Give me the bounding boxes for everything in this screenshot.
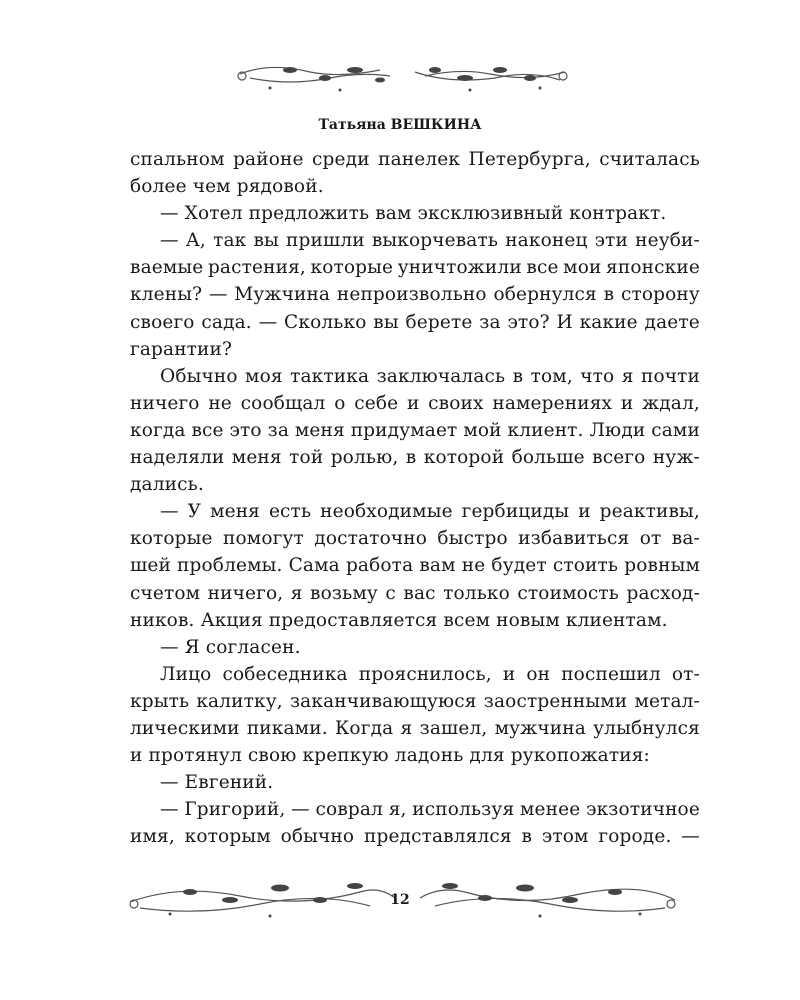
text-line-content xyxy=(130,607,700,634)
word: той xyxy=(289,447,324,469)
word: наделяли xyxy=(130,447,225,469)
word: которые xyxy=(310,257,394,279)
word: за xyxy=(479,311,501,333)
word: будет xyxy=(491,555,547,577)
text-line-content xyxy=(160,769,700,796)
word: я xyxy=(621,365,634,387)
word: эксклюзивный xyxy=(417,203,564,225)
word: эти xyxy=(594,230,628,252)
word: достаточно xyxy=(314,528,428,550)
word: работа xyxy=(345,555,414,577)
word: городе. xyxy=(598,826,672,848)
text-line-content xyxy=(160,634,700,661)
word: соврал xyxy=(315,799,383,821)
word: не xyxy=(208,392,232,414)
text-line xyxy=(130,390,700,417)
word: ничего, xyxy=(207,582,284,604)
word: дались. xyxy=(130,474,204,496)
text-line-content xyxy=(130,444,700,471)
word: калитку, xyxy=(196,690,283,712)
word: и xyxy=(130,745,143,767)
word: поспешил xyxy=(561,663,661,685)
word: крыть xyxy=(130,690,190,712)
word: протянул xyxy=(148,745,242,767)
text-line xyxy=(130,661,700,688)
word: используя xyxy=(412,799,515,821)
text-line-content xyxy=(130,390,700,417)
word: ровным xyxy=(624,555,700,577)
word: — xyxy=(160,772,179,794)
text-line-content xyxy=(160,227,700,254)
word: от xyxy=(639,528,662,550)
text-line xyxy=(130,254,700,281)
word: счетом xyxy=(130,582,201,604)
word: я xyxy=(400,717,413,739)
word: я xyxy=(290,582,303,604)
text-line-content xyxy=(130,742,700,769)
word: мужчина xyxy=(494,717,586,739)
top-floral-ornament xyxy=(230,58,575,102)
word: сами xyxy=(651,419,700,441)
word: расход- xyxy=(626,582,700,604)
word: в xyxy=(521,826,533,848)
word: шей xyxy=(130,555,171,577)
word: согласен. xyxy=(205,636,301,658)
word: избавиться xyxy=(518,528,630,550)
word: и xyxy=(406,392,420,414)
word: вы xyxy=(253,230,279,252)
word: это? xyxy=(507,311,550,333)
word: мои xyxy=(563,257,602,279)
word: Евгений. xyxy=(184,772,274,794)
word: том, xyxy=(530,365,573,387)
word: А, xyxy=(185,230,206,252)
word: вас xyxy=(403,582,436,604)
body-text xyxy=(130,146,700,850)
text-line xyxy=(130,823,700,850)
word: только xyxy=(443,582,510,604)
text-line xyxy=(130,552,700,579)
word: Сколько xyxy=(284,311,367,333)
word: этом xyxy=(541,826,589,848)
word: о xyxy=(334,392,346,414)
text-line-content xyxy=(160,661,700,688)
word: крепкую xyxy=(302,745,389,767)
word: меня xyxy=(210,501,261,523)
word: И xyxy=(556,311,573,333)
word: пиками. xyxy=(246,717,328,739)
word: лическими xyxy=(130,717,240,739)
word: У xyxy=(187,501,202,523)
word: заканчивающуюся xyxy=(289,690,477,712)
word: зашел, xyxy=(419,717,488,739)
text-line xyxy=(130,580,700,607)
word: — xyxy=(258,311,278,333)
word: — xyxy=(160,501,179,523)
word: ничего xyxy=(130,392,200,414)
word: новым xyxy=(496,609,560,631)
text-line-content xyxy=(130,715,700,742)
word: какие xyxy=(579,311,638,333)
word: считалась xyxy=(599,149,700,170)
word: все xyxy=(526,257,559,279)
word: заостренными xyxy=(483,690,628,712)
word: реактивы, xyxy=(599,501,700,523)
word: для xyxy=(469,745,505,767)
word: ваемые xyxy=(130,257,204,279)
word: районе xyxy=(233,149,304,170)
word: рукопожатия: xyxy=(510,745,650,767)
word: всем xyxy=(443,609,491,631)
word: это xyxy=(229,419,262,441)
word: менее xyxy=(520,799,581,821)
text-line xyxy=(130,146,700,173)
word: которые xyxy=(130,528,213,550)
word: уничтожили xyxy=(397,257,522,279)
word: Когда xyxy=(334,717,394,739)
word: меня xyxy=(294,419,345,441)
word: себе xyxy=(354,392,399,414)
text-line xyxy=(130,634,700,661)
word: выкорчевать xyxy=(371,230,499,252)
word: возьму xyxy=(310,582,378,604)
word: Хотел xyxy=(184,203,243,225)
word: Григорий, xyxy=(184,799,286,821)
word: вам xyxy=(419,555,456,577)
text-line xyxy=(130,444,700,471)
word: ников. xyxy=(130,609,195,631)
text-line xyxy=(130,471,700,498)
word: собеседника xyxy=(222,663,348,685)
text-line-content xyxy=(130,173,700,200)
word: которым xyxy=(184,826,271,848)
word: — xyxy=(160,203,179,225)
word: в xyxy=(512,365,524,387)
word: стоимость xyxy=(517,582,620,604)
word: намерениях xyxy=(492,392,613,414)
text-line xyxy=(130,607,700,634)
word: и xyxy=(502,663,516,685)
word: Петербурга, xyxy=(468,149,591,170)
word: — xyxy=(291,799,310,821)
word: клены? xyxy=(130,284,203,306)
text-line-content xyxy=(130,336,700,363)
word: берете xyxy=(405,311,473,333)
word: экзотичное xyxy=(586,799,700,821)
word: гербициды xyxy=(461,501,570,523)
word: имя, xyxy=(130,826,175,848)
word: сообщал xyxy=(240,392,326,414)
word: предоставляется xyxy=(268,609,438,631)
word: Лицо xyxy=(160,663,212,685)
word: в xyxy=(603,284,615,306)
word: Обычно xyxy=(160,365,238,387)
word: Мужчина xyxy=(234,284,331,306)
word: и xyxy=(578,501,591,523)
word: представлялся xyxy=(363,826,512,848)
text-line xyxy=(130,173,700,200)
word: спальном xyxy=(130,149,225,170)
word: вам xyxy=(375,203,412,225)
word: нуж- xyxy=(652,447,700,469)
word: — xyxy=(160,230,179,252)
word: растения, xyxy=(207,257,306,279)
text-line-content xyxy=(130,254,700,281)
word: Я xyxy=(184,636,200,658)
text-line-content xyxy=(130,580,700,607)
word: Акция xyxy=(200,609,263,631)
word: обычно xyxy=(280,826,355,848)
word: тактика xyxy=(290,365,370,387)
text-line xyxy=(130,742,700,769)
word: от- xyxy=(671,663,700,685)
word: пришли xyxy=(286,230,365,252)
word: все xyxy=(191,419,224,441)
text-line xyxy=(130,363,700,390)
text-line xyxy=(130,715,700,742)
text-line xyxy=(130,336,700,363)
word: клиентам. xyxy=(565,609,668,631)
word: непроизвольно xyxy=(336,284,487,306)
word: ролью, xyxy=(330,447,399,469)
word: — xyxy=(208,284,228,306)
word: рядовой. xyxy=(236,176,324,198)
word: заключалась xyxy=(376,365,506,387)
page-number: 12 xyxy=(390,892,410,908)
word: — xyxy=(160,636,179,658)
word: — xyxy=(160,799,179,821)
word: не xyxy=(461,555,486,577)
word: моя xyxy=(245,365,283,387)
word: быстро xyxy=(437,528,508,550)
word: он xyxy=(526,663,551,685)
word: всего xyxy=(592,447,646,469)
text-line-content xyxy=(160,498,700,525)
text-line xyxy=(130,200,700,227)
word: когда xyxy=(130,419,186,441)
word: почти xyxy=(640,365,700,387)
text-line-content xyxy=(130,552,700,579)
word: обернулся xyxy=(493,284,597,306)
word: своего xyxy=(130,311,195,333)
text-line-content xyxy=(130,309,700,336)
word: клиент. xyxy=(507,419,584,441)
running-head: Татьяна ВЕШКИНА xyxy=(318,117,482,133)
word: необходимые xyxy=(320,501,453,523)
word: я, xyxy=(388,799,407,821)
word: проблемы. xyxy=(177,555,283,577)
word: свою xyxy=(247,745,297,767)
word: которой xyxy=(423,447,505,469)
word: более xyxy=(130,176,187,198)
word: в xyxy=(405,447,417,469)
word: за xyxy=(267,419,289,441)
word: предложить xyxy=(248,203,370,225)
text-line xyxy=(130,498,700,525)
text-line-content xyxy=(160,200,700,227)
word: так xyxy=(213,230,247,252)
text-line-content xyxy=(160,363,700,390)
text-line xyxy=(130,796,700,823)
word: помогут xyxy=(223,528,304,550)
word: что xyxy=(580,365,615,387)
word: своих xyxy=(428,392,484,414)
word: улыбнулся xyxy=(593,717,700,739)
word: больше xyxy=(511,447,585,469)
word: чем xyxy=(192,176,231,198)
word: мой xyxy=(463,419,502,441)
word: стоить xyxy=(552,555,619,577)
text-line xyxy=(130,417,700,444)
text-line xyxy=(130,309,700,336)
word: вы xyxy=(373,311,399,333)
word: сторону xyxy=(620,284,700,306)
word: Сама xyxy=(288,555,340,577)
word: придумает xyxy=(350,419,458,441)
text-line-content xyxy=(130,823,700,850)
word: ладонь xyxy=(394,745,464,767)
word: японские xyxy=(606,257,700,279)
word: Люди xyxy=(589,419,646,441)
word: — xyxy=(681,826,700,848)
word: наконец xyxy=(505,230,588,252)
text-line-content xyxy=(130,417,700,444)
word: с xyxy=(385,582,396,604)
text-line xyxy=(130,769,700,796)
word: метал- xyxy=(634,690,700,712)
word: панелек xyxy=(378,149,461,170)
text-line xyxy=(130,688,700,715)
text-line-content xyxy=(130,146,700,173)
text-line-content xyxy=(130,688,700,715)
text-line xyxy=(130,281,700,308)
text-line-content xyxy=(130,471,700,498)
word: неуби- xyxy=(635,230,700,252)
word: сада. xyxy=(201,311,252,333)
word: ва- xyxy=(671,528,700,550)
word: прояснилось, xyxy=(358,663,492,685)
word: и xyxy=(620,392,634,414)
word: меня xyxy=(231,447,282,469)
word: ждал, xyxy=(642,392,700,414)
text-line xyxy=(130,525,700,552)
text-line xyxy=(130,227,700,254)
text-line-content xyxy=(160,796,700,823)
word: даете xyxy=(644,311,700,333)
word: среди xyxy=(312,149,370,170)
text-line-content xyxy=(130,281,700,308)
text-line-content xyxy=(130,525,700,552)
word: есть xyxy=(268,501,312,523)
word: гарантии? xyxy=(130,338,233,360)
word: контракт. xyxy=(569,203,667,225)
